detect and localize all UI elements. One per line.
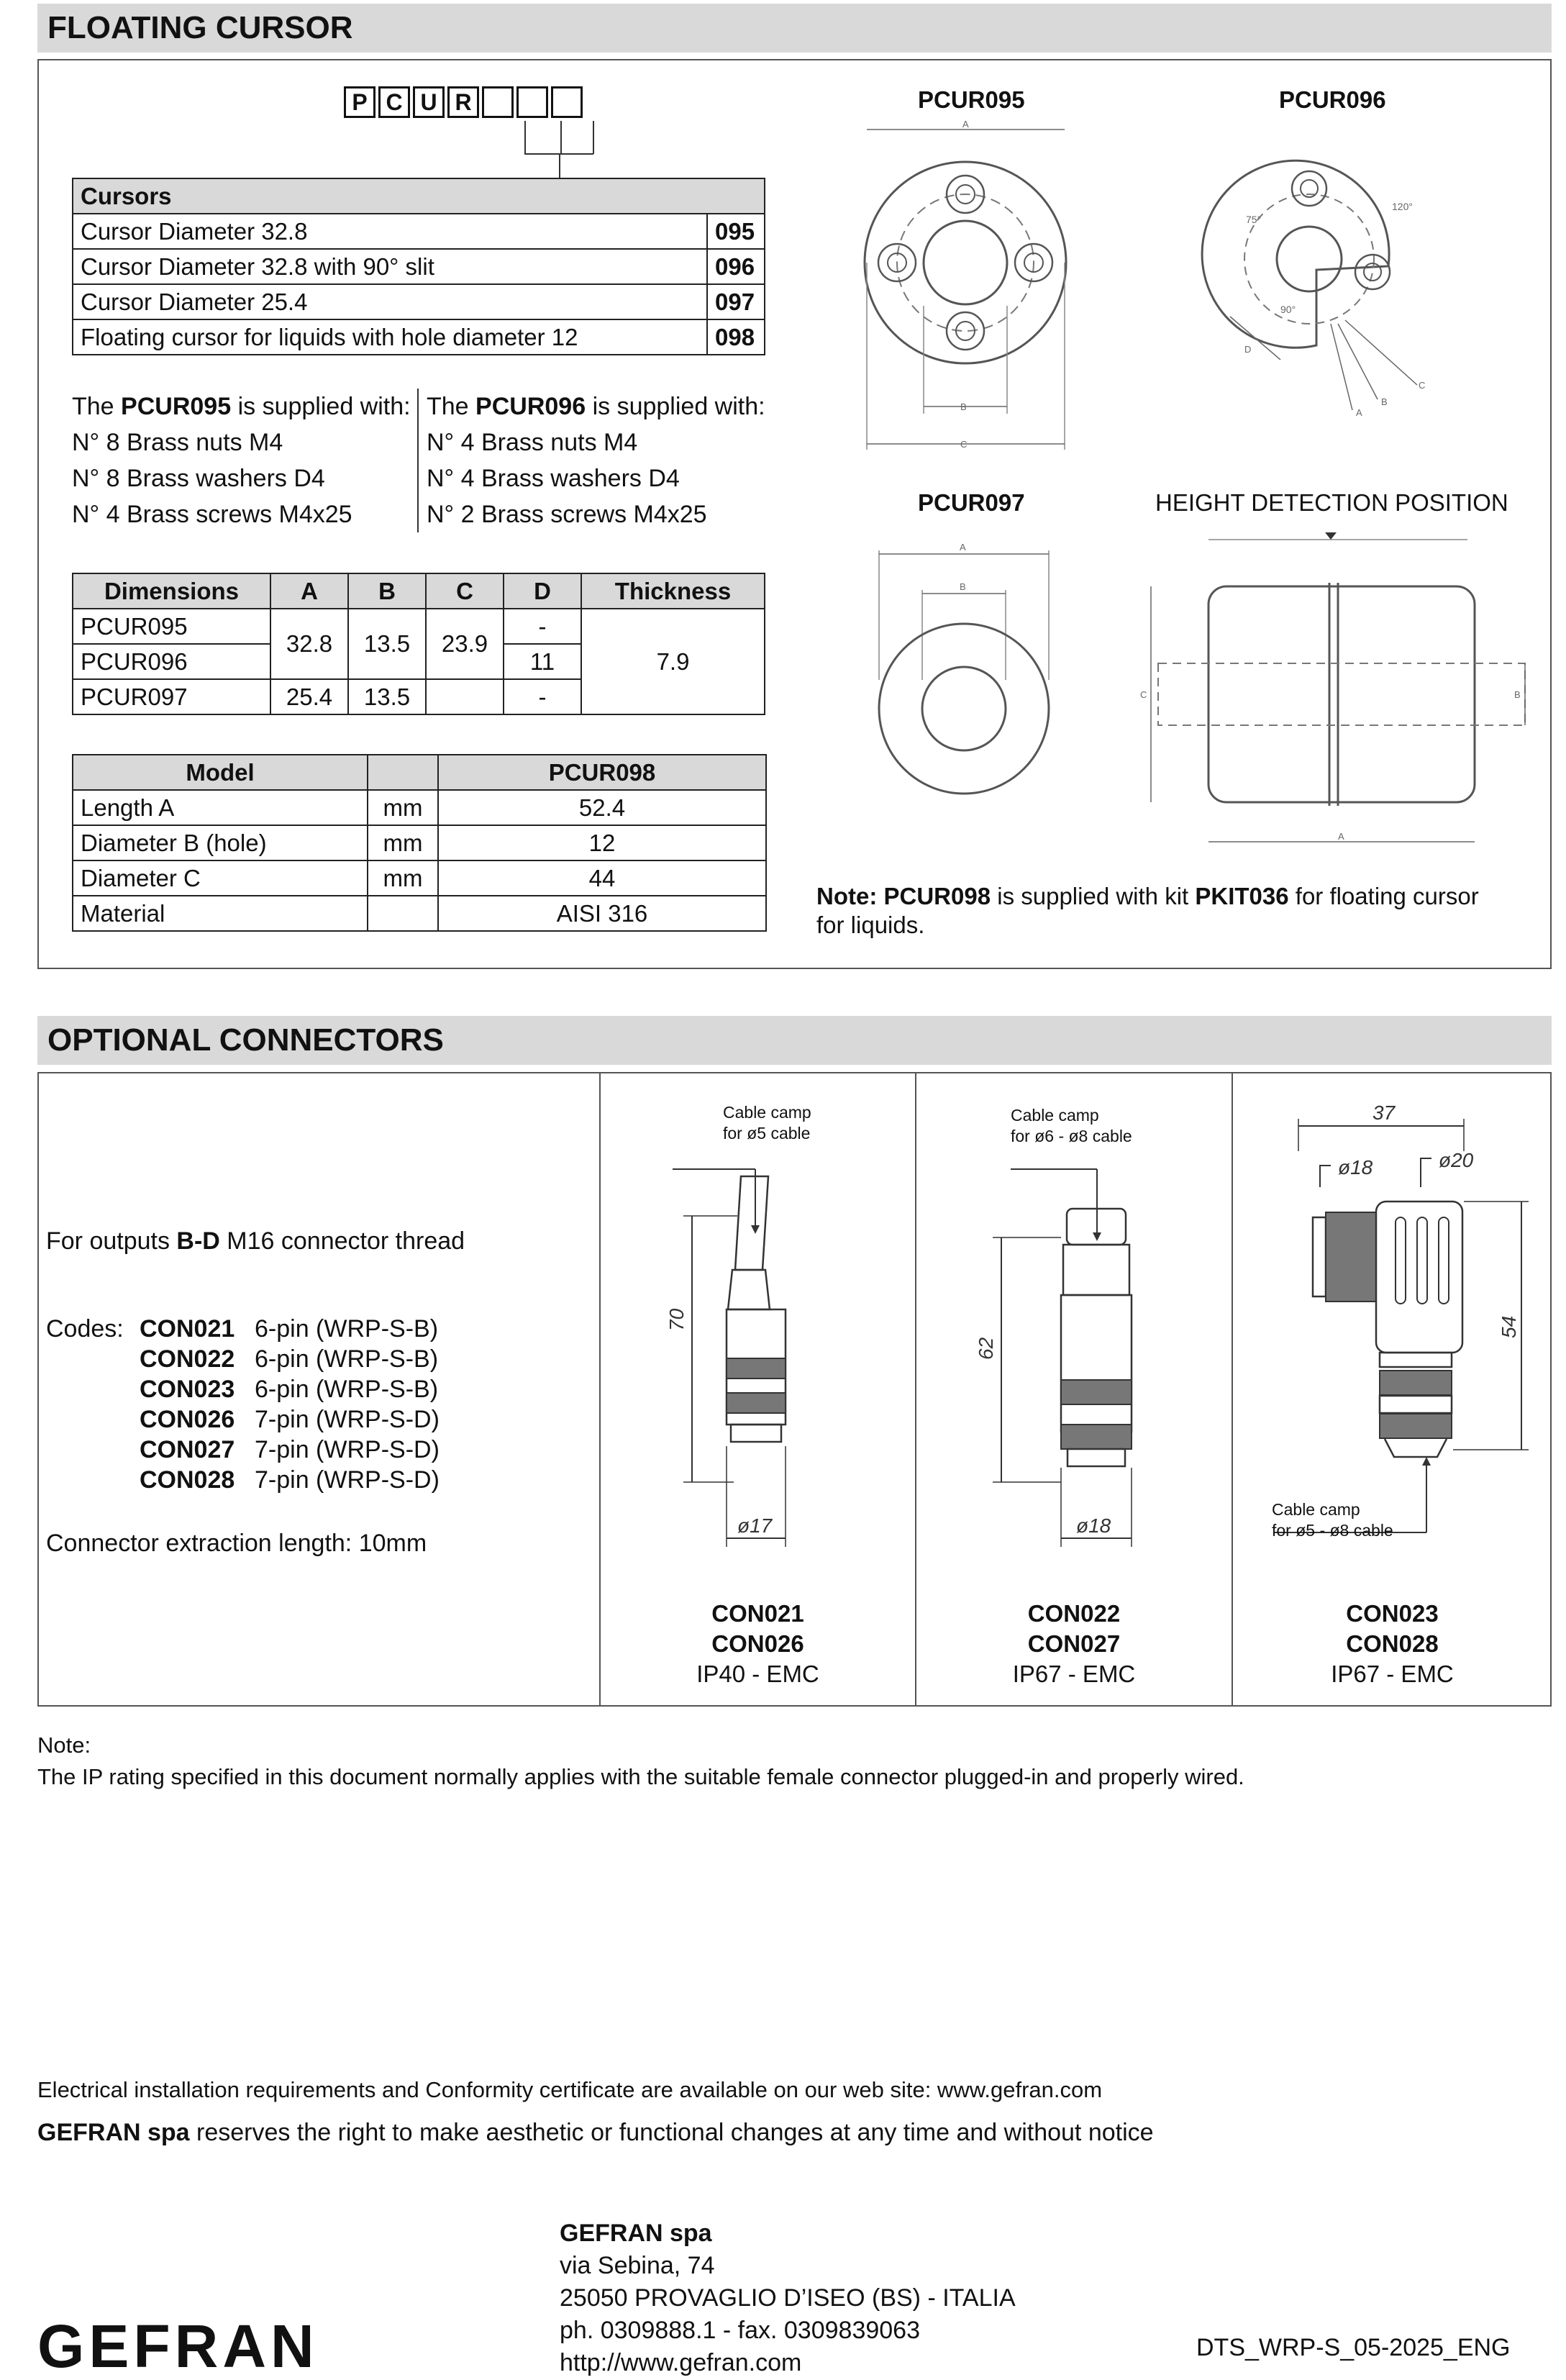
- connector3-diameter2: ø20: [1439, 1149, 1474, 1171]
- code-item: CON027 7-pin (WRP-S-D): [140, 1436, 440, 1463]
- angle-75: 75°: [1246, 214, 1262, 225]
- figure-title-pcur097: PCUR097: [918, 489, 1025, 516]
- dim-label-a: A: [1338, 831, 1344, 842]
- cursor-desc: Cursor Diameter 32.8: [73, 214, 707, 249]
- connector1-cable-label: Cable camp for ø5 cable: [723, 1103, 811, 1143]
- order-code: [344, 86, 586, 118]
- connector1-caption: CON021 CON026 IP40 - EMC: [696, 1600, 819, 1687]
- company-address: [560, 2217, 1016, 2379]
- table-row: [73, 319, 765, 355]
- connector2-height: 62: [975, 1337, 997, 1360]
- table-row: [73, 790, 766, 825]
- model-value: 12: [438, 825, 766, 860]
- model-value: 52.4: [438, 790, 766, 825]
- address-line: via Sebina, 74: [560, 2252, 715, 2279]
- code-item: CON023 6-pin (WRP-S-B): [140, 1376, 439, 1403]
- supplied-pcur096: [427, 389, 765, 532]
- height-detection-drawing: [1137, 525, 1539, 863]
- cursors-table: [72, 178, 765, 355]
- code-letter-p: P: [344, 86, 375, 118]
- pcur096-drawing: [1208, 144, 1467, 432]
- rights-notice: GEFRAN spa reserves the right to make aesthetic or functional changes at any time and without notice: [37, 2119, 1154, 2146]
- address-line: 25050 PROVAGLIO D’ISEO (BS) - ITALIA: [560, 2284, 1016, 2312]
- cursor-code: 097: [707, 284, 765, 319]
- pcur098-note: Note: PCUR098 is supplied with kit PKIT036 for floating cursor for liquids.: [816, 883, 1479, 938]
- connector3-height: 54: [1498, 1315, 1520, 1338]
- ip-note: [37, 1730, 1244, 1793]
- supplied-intro: The PCUR095 is supplied with:: [72, 393, 411, 420]
- connector2-cable-label: Cable camp for ø6 - ø8 cable: [1011, 1106, 1132, 1145]
- cursors-table-header: Cursors: [73, 178, 765, 214]
- company-name: GEFRAN spa: [560, 2220, 712, 2247]
- connector3-width: 37: [1372, 1102, 1396, 1124]
- supplied-item: N° 8 Brass washers D4: [72, 465, 325, 492]
- supplied-divider: [417, 389, 419, 532]
- table-row: [73, 249, 765, 284]
- table-row: [73, 896, 766, 931]
- address-line: ph. 0309888.1 - fax. 0309839063: [560, 2317, 920, 2344]
- dim-label-a: A: [960, 542, 966, 553]
- connector3-drawing: [1266, 1094, 1539, 1540]
- codes-list: [46, 1314, 440, 1495]
- cursor-code: 096: [707, 249, 765, 284]
- dim-d: 11: [504, 644, 581, 679]
- supplied-item: N° 4 Brass washers D4: [427, 465, 680, 492]
- supplied-item: N° 2 Brass screws M4x25: [427, 501, 707, 528]
- dim-label-c: C: [1140, 689, 1147, 700]
- code-letter-r: R: [447, 86, 479, 118]
- supplied-intro: The PCUR096 is supplied with:: [427, 393, 765, 420]
- supplied-item: N° 8 Brass nuts M4: [72, 429, 283, 456]
- installation-info: Electrical installation requirements and Conformity certificate are available on our web site: www.gefran.com: [37, 2077, 1103, 2102]
- dim-label-c: C: [960, 439, 968, 450]
- dim-label-c: C: [1419, 380, 1426, 391]
- supplied-pcur095: [72, 389, 411, 532]
- model-value: AISI 316: [438, 896, 766, 931]
- dim-a: 32.8: [270, 609, 348, 679]
- dim-header: B: [348, 573, 426, 609]
- pcur097-drawing: [870, 536, 1057, 824]
- gefran-logo: GEFRAN: [37, 2312, 319, 2380]
- note-label: Note:: [37, 1732, 91, 1758]
- model-label: Length A: [73, 790, 368, 825]
- section-title-optional-connectors: OPTIONAL CONNECTORS: [37, 1016, 1552, 1065]
- dim-label-b: B: [960, 581, 966, 592]
- table-row: [73, 609, 765, 644]
- dim-header: Dimensions: [73, 573, 270, 609]
- dim-label-d: D: [1244, 344, 1252, 355]
- model-unit: [368, 896, 438, 931]
- code-item: CON021 6-pin (WRP-S-B): [140, 1315, 439, 1343]
- code-item: CON026 7-pin (WRP-S-D): [140, 1406, 440, 1433]
- connector3-cable-label: Cable camp for ø5 - ø8 cable: [1272, 1500, 1393, 1540]
- dim-header: C: [426, 573, 504, 609]
- supplied-item: N° 4 Brass screws M4x25: [72, 501, 352, 528]
- pcur095-drawing: [856, 119, 1079, 457]
- connector1-height: 70: [665, 1308, 688, 1331]
- cursor-desc: Floating cursor for liquids with hole diameter 12: [73, 319, 707, 355]
- table-row: [73, 284, 765, 319]
- connector1-drawing: [665, 1144, 842, 1554]
- dim-d: -: [504, 609, 581, 644]
- connector3-diameter: ø18: [1338, 1156, 1373, 1178]
- dim-d: -: [504, 679, 581, 714]
- dim-header: D: [504, 573, 581, 609]
- dim-label-a: A: [1356, 407, 1362, 418]
- note-text: The IP rating specified in this document normally applies with the suitable female connector plugged-in and properly wired.: [37, 1764, 1244, 1789]
- dim-row-name: PCUR096: [73, 644, 270, 679]
- table-row: [73, 214, 765, 249]
- model-unit: mm: [368, 790, 438, 825]
- connector2-diameter: ø18: [1076, 1514, 1111, 1537]
- connector3-caption: CON023 CON028 IP67 - EMC: [1331, 1600, 1454, 1687]
- cursor-code: 098: [707, 319, 765, 355]
- model-label: Diameter C: [73, 860, 368, 896]
- figure-title-pcur095: PCUR095: [918, 86, 1025, 113]
- table-row: [73, 860, 766, 896]
- dim-label-b: B: [1381, 396, 1388, 407]
- code-item: CON028 7-pin (WRP-S-D): [140, 1466, 440, 1494]
- code-slot-2: [516, 86, 548, 118]
- model-label: Material: [73, 896, 368, 931]
- dim-c: 23.9: [426, 609, 504, 679]
- dim-c: [426, 679, 504, 714]
- cursor-desc: Cursor Diameter 25.4: [73, 284, 707, 319]
- model-header: [368, 755, 438, 790]
- dim-label-b: B: [1514, 689, 1521, 700]
- dim-thickness: 7.9: [581, 609, 765, 714]
- model-header: Model: [73, 755, 368, 790]
- table-row: [73, 825, 766, 860]
- angle-90: 90°: [1280, 304, 1296, 315]
- connector2-drawing: [975, 1144, 1158, 1554]
- angle-120: 120°: [1392, 201, 1413, 212]
- dim-header: A: [270, 573, 348, 609]
- dim-label-b: B: [960, 401, 967, 412]
- dim-b: 13.5: [348, 609, 426, 679]
- code-slot-3: [551, 86, 583, 118]
- document-code: DTS_WRP-S_05-2025_ENG: [1196, 2334, 1511, 2361]
- dim-header: Thickness: [581, 573, 765, 609]
- model-label: Diameter B (hole): [73, 825, 368, 860]
- dimensions-table: [72, 573, 765, 715]
- code-item: CON022 6-pin (WRP-S-B): [140, 1345, 439, 1373]
- dim-b: 13.5: [348, 679, 426, 714]
- extraction-length: Connector extraction length: 10mm: [46, 1530, 427, 1557]
- model-header: PCUR098: [438, 755, 766, 790]
- dim-row-name: PCUR097: [73, 679, 270, 714]
- code-letter-c: C: [378, 86, 410, 118]
- outputs-text: For outputs B-D M16 connector thread: [46, 1227, 465, 1255]
- section-title-floating-cursor: FLOATING CURSOR: [37, 4, 1552, 53]
- dim-row-name: PCUR095: [73, 609, 270, 644]
- supplied-item: N° 4 Brass nuts M4: [427, 429, 638, 456]
- connector1-diameter: ø17: [737, 1514, 773, 1537]
- dim-a: 25.4: [270, 679, 348, 714]
- connector2-caption: CON022 CON027 IP67 - EMC: [1012, 1600, 1136, 1687]
- model-unit: mm: [368, 825, 438, 860]
- model-unit: mm: [368, 860, 438, 896]
- figure-title-pcur096: PCUR096: [1279, 86, 1386, 113]
- cursor-desc: Cursor Diameter 32.8 with 90° slit: [73, 249, 707, 284]
- model-table: [72, 754, 767, 932]
- website-link[interactable]: http://www.gefran.com: [560, 2349, 802, 2376]
- cursor-code: 095: [707, 214, 765, 249]
- code-bracket-lines: [504, 119, 633, 184]
- codes-label: Codes:: [46, 1315, 124, 1343]
- figure-title-height-detection: HEIGHT DETECTION POSITION: [1155, 489, 1508, 516]
- model-value: 44: [438, 860, 766, 896]
- dim-label-a: A: [962, 119, 969, 130]
- code-letter-u: U: [413, 86, 445, 118]
- code-slot-1: [482, 86, 514, 118]
